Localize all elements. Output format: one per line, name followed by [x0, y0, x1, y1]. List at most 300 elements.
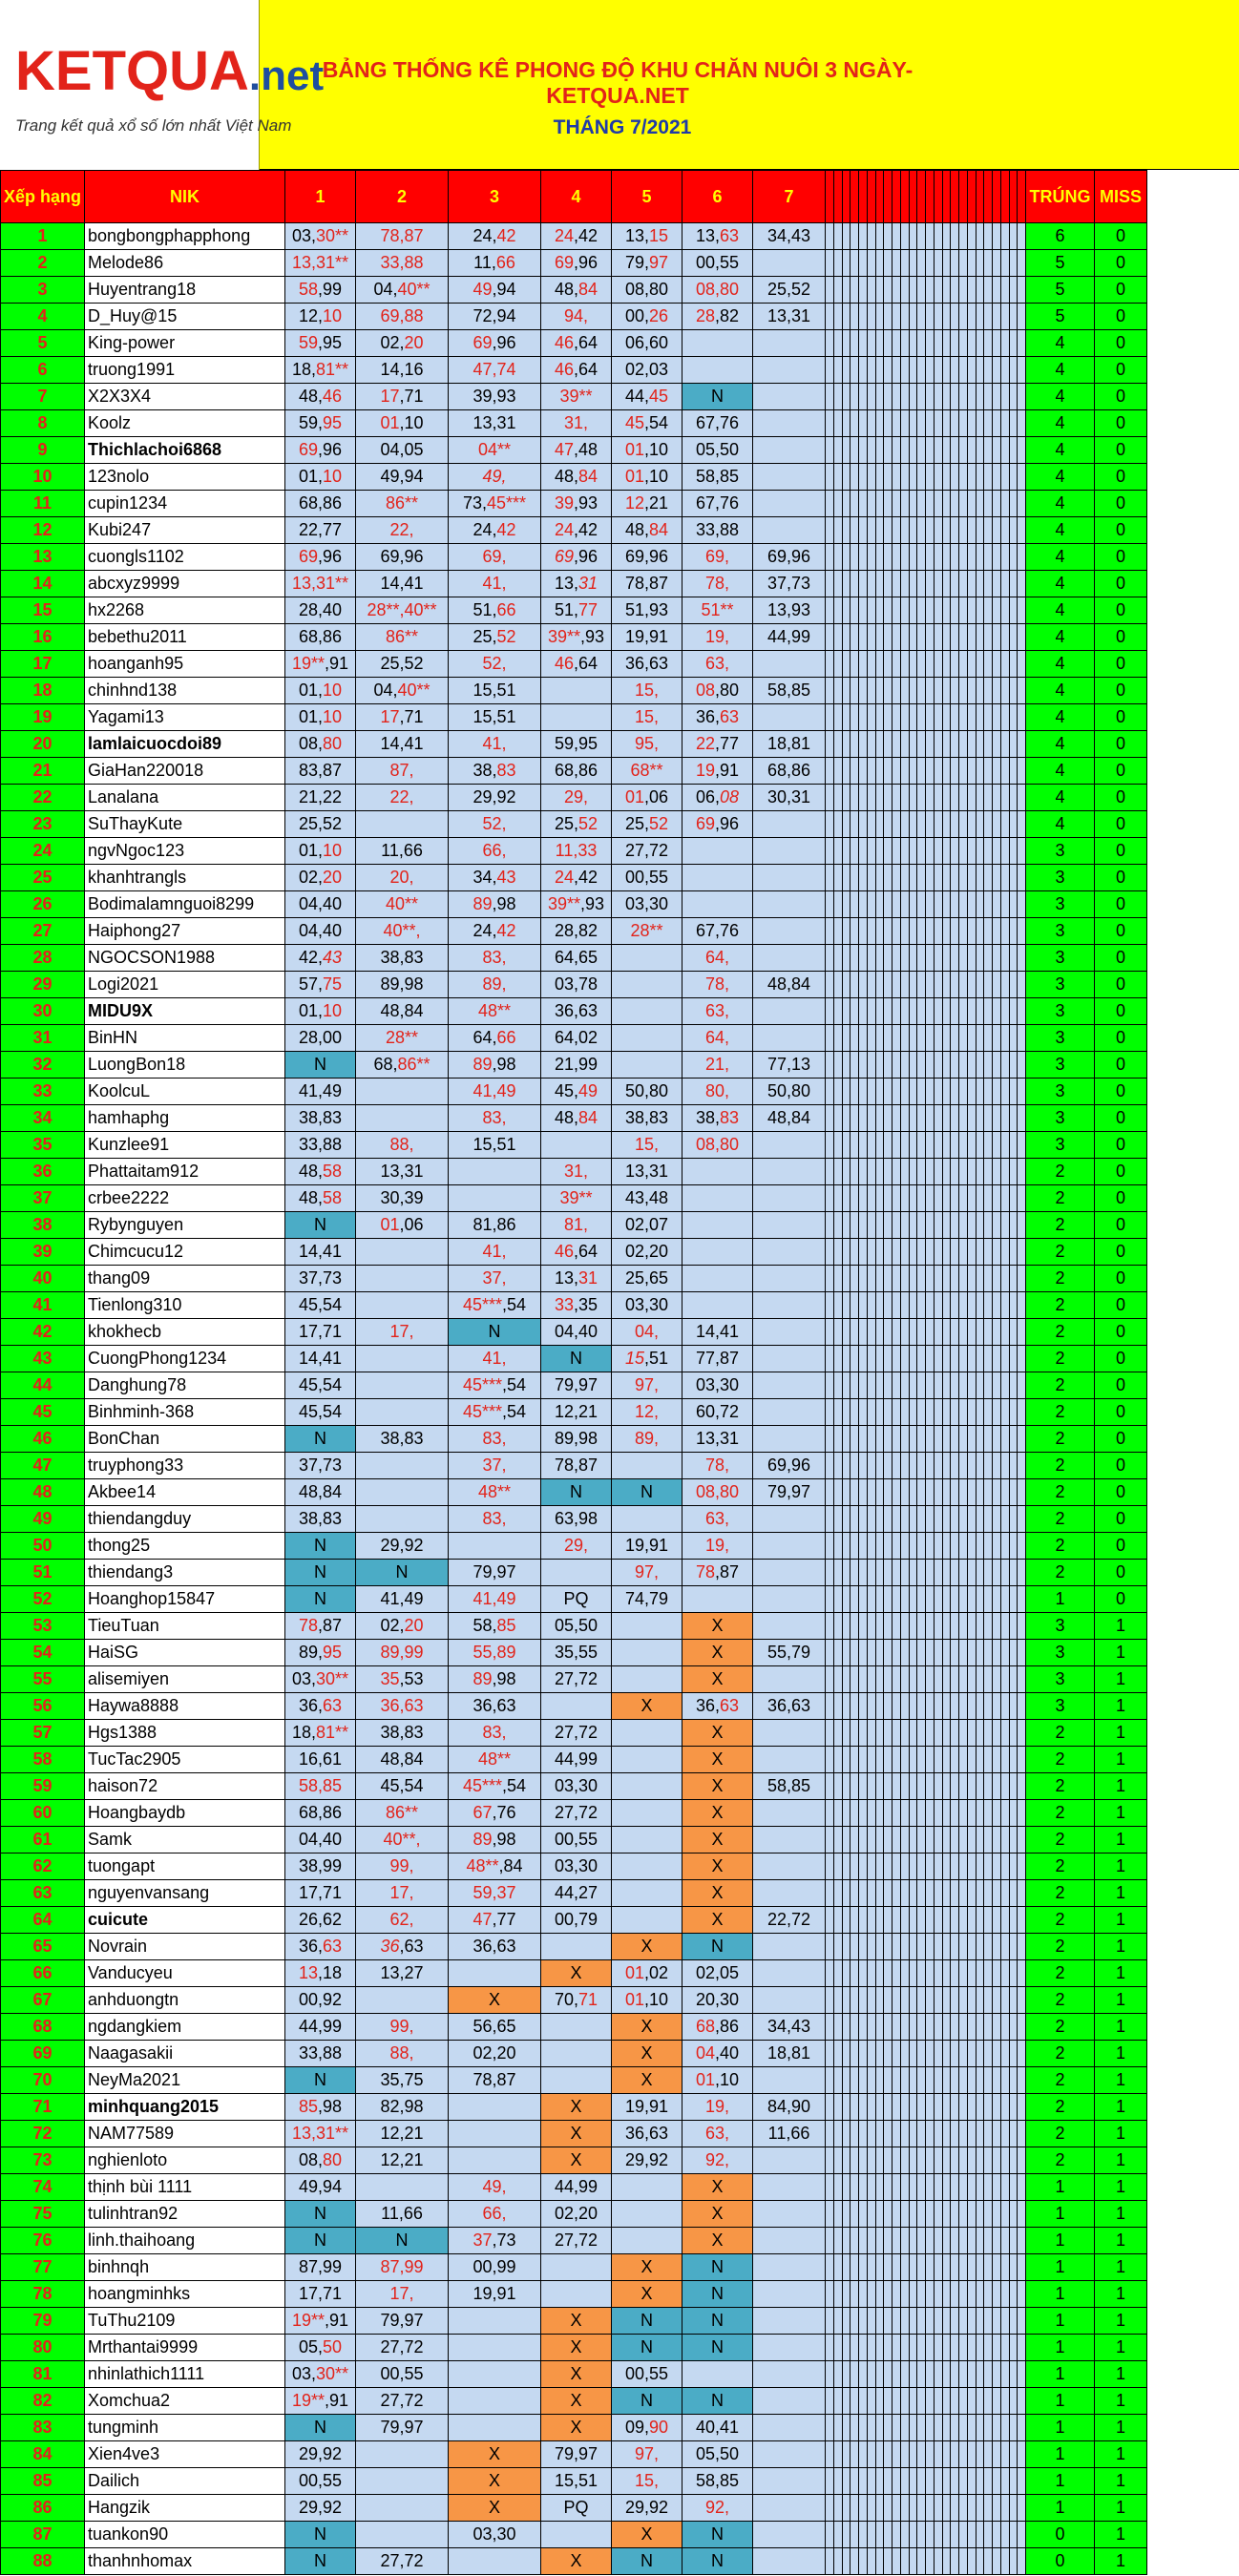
nik-cell[interactable]: Bodimalamnguoi8299	[85, 891, 285, 918]
nik-cell[interactable]: Huyentrang18	[85, 277, 285, 304]
nik-cell[interactable]: binhnqh	[85, 2254, 285, 2281]
spacer-cell	[900, 2201, 909, 2228]
spacer-cell	[917, 731, 926, 758]
spacer-cell	[959, 2094, 968, 2121]
nik-cell[interactable]: hoanganh95	[85, 651, 285, 678]
spacer-cell	[842, 1426, 850, 1453]
nik-cell[interactable]: Melode86	[85, 250, 285, 277]
rank-cell: 58	[1, 1747, 85, 1773]
spacer-cell	[892, 2121, 901, 2147]
day3-cell: 45***,54	[449, 1773, 541, 1800]
spacer-cell	[909, 1960, 917, 1987]
rank-cell: 77	[1, 2254, 85, 2281]
nik-cell[interactable]: Xomchua2	[85, 2388, 285, 2415]
spacer-cell	[959, 544, 968, 571]
nik-cell[interactable]: thiendang3	[85, 1560, 285, 1586]
spacer-cell	[926, 998, 934, 1025]
nik-cell[interactable]: 123nolo	[85, 464, 285, 491]
rank-cell: 20	[1, 731, 85, 758]
spacer-cell	[833, 1853, 842, 1880]
nik-cell[interactable]: haison72	[85, 1773, 285, 1800]
spacer-cell	[892, 223, 901, 250]
spacer-cell	[900, 250, 909, 277]
hit-count: 3	[1026, 945, 1095, 972]
nik-cell[interactable]: MIDU9X	[85, 998, 285, 1025]
spacer-cell	[1000, 1533, 1009, 1560]
day1-cell: 04,40	[285, 1827, 356, 1853]
miss-count: 0	[1095, 1372, 1147, 1399]
header-spacer	[959, 171, 968, 223]
day6-cell: 40,41	[682, 2415, 753, 2441]
spacer-cell	[842, 891, 850, 918]
spacer-cell	[909, 464, 917, 491]
spacer-cell	[993, 2174, 1001, 2201]
miss-count: 0	[1095, 330, 1147, 357]
spacer-cell	[833, 1640, 842, 1666]
spacer-cell	[993, 1266, 1001, 1292]
nik-cell[interactable]: Samk	[85, 1827, 285, 1853]
spacer-cell	[942, 1399, 951, 1426]
nik-cell[interactable]: thang09	[85, 1266, 285, 1292]
nik-cell[interactable]: nguyenvansang	[85, 1880, 285, 1907]
spacer-cell	[993, 357, 1001, 384]
header-spacer	[1000, 171, 1009, 223]
nik-cell[interactable]: tulinhtran92	[85, 2201, 285, 2228]
nik-cell[interactable]: KoolcuL	[85, 1079, 285, 1105]
day2-cell: 01,10	[356, 410, 449, 437]
day3-cell: 81,86	[449, 1212, 541, 1239]
nik-cell[interactable]: linh.thaihoang	[85, 2228, 285, 2254]
nik-cell[interactable]: BinHN	[85, 1025, 285, 1052]
nik-cell[interactable]: bebethu2011	[85, 624, 285, 651]
spacer-cell	[951, 250, 959, 277]
day3-cell: 48**,84	[449, 1853, 541, 1880]
highlight-hit: 41,	[482, 574, 507, 593]
spacer-cell	[826, 357, 834, 384]
ketqua-logo[interactable]: KETQUA.net	[15, 40, 325, 102]
nik-cell[interactable]: cuongls1102	[85, 544, 285, 571]
spacer-cell	[942, 571, 951, 597]
nik-cell[interactable]: Akbee14	[85, 1479, 285, 1506]
nik-cell[interactable]: tuongapt	[85, 1853, 285, 1880]
spacer-cell	[850, 945, 859, 972]
nik-cell[interactable]: Yagami13	[85, 704, 285, 731]
spacer-cell	[926, 1105, 934, 1132]
rank-cell: 39	[1, 1239, 85, 1266]
highlight-hit: 04	[695, 2043, 716, 2063]
nik-cell[interactable]: abcxyz9999	[85, 571, 285, 597]
nik-cell[interactable]: Binhminh-368	[85, 1399, 285, 1426]
spacer-cell	[993, 2014, 1001, 2041]
spacer-cell	[875, 517, 884, 544]
nik-cell[interactable]: CuongPhong1234	[85, 1346, 285, 1372]
spacer-cell	[833, 1880, 842, 1907]
spacer-cell	[833, 384, 842, 410]
spacer-cell	[926, 2441, 934, 2468]
spacer-cell	[875, 1560, 884, 1586]
header-d2: 2	[356, 171, 449, 223]
table-row	[1, 785, 1147, 811]
hit-count: 4	[1026, 758, 1095, 785]
nik-cell[interactable]: NeyMa2021	[85, 2067, 285, 2094]
spacer-cell	[993, 1052, 1001, 1079]
spacer-cell	[884, 1987, 892, 2014]
nik-cell[interactable]: khanhtrangls	[85, 865, 285, 891]
spacer-cell	[1009, 330, 1018, 357]
spacer-cell	[984, 1453, 993, 1479]
spacer-cell	[967, 811, 976, 838]
spacer-cell	[1018, 891, 1026, 918]
nik-cell[interactable]: Haiphong27	[85, 918, 285, 945]
logo-box[interactable]	[0, 0, 325, 170]
spacer-cell	[976, 1773, 984, 1800]
spacer-cell	[833, 1720, 842, 1747]
spacer-cell	[951, 2254, 959, 2281]
spacer-cell	[909, 1747, 917, 1773]
nik-cell[interactable]: King-power	[85, 330, 285, 357]
spacer-cell	[959, 1052, 968, 1079]
day7-cell: 48,84	[753, 1105, 826, 1132]
spacer-cell	[859, 891, 868, 918]
nik-cell[interactable]: nhinlathich1111	[85, 2361, 285, 2388]
nik-cell[interactable]: Novrain	[85, 1934, 285, 1960]
day2-cell	[356, 1346, 449, 1372]
nik-cell[interactable]: Tienlong310	[85, 1292, 285, 1319]
nik-cell[interactable]: NAM77589	[85, 2121, 285, 2147]
nik-cell[interactable]: TieuTuan	[85, 1613, 285, 1640]
spacer-cell	[859, 1372, 868, 1399]
nik-cell[interactable]: alisemiyen	[85, 1666, 285, 1693]
spacer-cell	[951, 1987, 959, 2014]
nik-cell[interactable]: hx2268	[85, 597, 285, 624]
spacer-cell	[867, 2067, 875, 2094]
spacer-cell	[900, 891, 909, 918]
nik-cell[interactable]: truong1991	[85, 357, 285, 384]
day1-cell: 14,41	[285, 1239, 356, 1266]
nik-cell[interactable]: anhduongtn	[85, 1987, 285, 2014]
nik-cell[interactable]: hamhaphg	[85, 1105, 285, 1132]
highlight-hit: 46	[554, 333, 575, 352]
header-spacer	[967, 171, 976, 223]
nik-cell[interactable]: thong25	[85, 1533, 285, 1560]
rank-cell: 52	[1, 1586, 85, 1613]
spacer-cell	[867, 972, 875, 998]
nik-cell[interactable]: lamlaicuocdoi89	[85, 731, 285, 758]
nik-cell[interactable]: NGOCSON1988	[85, 945, 285, 972]
spacer-cell	[1009, 2548, 1018, 2575]
spacer-cell	[833, 2067, 842, 2094]
spacer-cell	[909, 1319, 917, 1346]
highlight-hit: 49	[472, 280, 493, 299]
nik-cell[interactable]: D_Huy@15	[85, 304, 285, 330]
nik-cell[interactable]: Thichlachoi6868	[85, 437, 285, 464]
spacer-cell	[859, 1720, 868, 1747]
highlight-hit: 52	[496, 627, 516, 646]
day5-cell	[612, 1720, 682, 1747]
nik-cell[interactable]: Hangzik	[85, 2495, 285, 2522]
nik-cell[interactable]: Koolz	[85, 410, 285, 437]
spacer-cell	[850, 2067, 859, 2094]
highlight-hit: 01	[624, 467, 645, 486]
highlight-hit: 95	[323, 1643, 343, 1662]
day2-cell: 35,75	[356, 2067, 449, 2094]
spacer-cell	[900, 2067, 909, 2094]
spacer-cell	[833, 1239, 842, 1266]
day3-cell	[449, 1239, 541, 1266]
spacer-cell	[942, 437, 951, 464]
nik-cell[interactable]: minhquang2015	[85, 2094, 285, 2121]
nik-cell[interactable]: crbee2222	[85, 1185, 285, 1212]
spacer-cell	[926, 1372, 934, 1399]
spacer-cell	[926, 1827, 934, 1853]
spacer-cell	[892, 678, 901, 704]
spacer-cell	[993, 2147, 1001, 2174]
day5-cell	[612, 972, 682, 998]
rank-cell: 23	[1, 811, 85, 838]
spacer-cell	[967, 1292, 976, 1319]
day4-cell: 48,84	[541, 277, 612, 304]
highlight-hit: 10	[323, 306, 343, 325]
highlight-hit: 89,	[635, 1429, 660, 1448]
spacer-cell	[859, 517, 868, 544]
spacer-cell	[1018, 1292, 1026, 1319]
nik-cell[interactable]: Chimcucu12	[85, 1239, 285, 1266]
spacer-cell	[934, 1560, 942, 1586]
spacer-cell	[1000, 410, 1009, 437]
miss-count: 0	[1095, 1132, 1147, 1159]
spacer-cell	[859, 918, 868, 945]
day6-cell: N	[682, 2254, 753, 2281]
day6-cell: 22,77	[682, 731, 753, 758]
spacer-cell	[926, 223, 934, 250]
nik-cell[interactable]: Logi2021	[85, 972, 285, 998]
nik-cell[interactable]: ngvNgoc123	[85, 838, 285, 865]
spacer-cell	[1009, 2281, 1018, 2308]
spacer-cell	[859, 704, 868, 731]
spacer-cell	[984, 731, 993, 758]
miss-count: 1	[1095, 2361, 1147, 2388]
spacer-cell	[833, 1025, 842, 1052]
highlight-hit: 80	[323, 734, 343, 753]
nik-cell[interactable]: bongbongphapphong	[85, 223, 285, 250]
spacer-cell	[951, 2361, 959, 2388]
nik-cell[interactable]: TuThu2109	[85, 2308, 285, 2335]
nik-cell[interactable]: Hoangbaydb	[85, 1800, 285, 1827]
spacer-cell	[1000, 678, 1009, 704]
spacer-cell	[1018, 1426, 1026, 1453]
nik-cell[interactable]: Kubi247	[85, 517, 285, 544]
day5-cell: 01,02	[612, 1960, 682, 1987]
spacer-cell	[826, 2281, 834, 2308]
spacer-cell	[926, 624, 934, 651]
spacer-cell	[984, 2548, 993, 2575]
spacer-cell	[976, 1666, 984, 1693]
spacer-cell	[967, 304, 976, 330]
day6-cell: 20,30	[682, 1987, 753, 2014]
spacer-cell	[900, 2388, 909, 2415]
spacer-cell	[884, 1907, 892, 1934]
nik-cell[interactable]: Mrthantai9999	[85, 2335, 285, 2361]
nik-cell[interactable]: Naagasakii	[85, 2041, 285, 2067]
spacer-cell	[1000, 651, 1009, 678]
day5-cell	[612, 1506, 682, 1533]
spacer-cell	[875, 491, 884, 517]
highlight-hit: 01	[380, 1215, 400, 1234]
spacer-cell	[967, 1052, 976, 1079]
highlight-hit: 66	[496, 600, 516, 619]
spacer-cell	[993, 2415, 1001, 2441]
spacer-cell	[926, 2254, 934, 2281]
miss-count: 0	[1095, 1239, 1147, 1266]
spacer-cell	[842, 1640, 850, 1666]
spacer-cell	[1009, 1052, 1018, 1079]
spacer-cell	[976, 1693, 984, 1720]
nik-cell[interactable]: HaiSG	[85, 1640, 285, 1666]
spacer-cell	[884, 544, 892, 571]
highlight-hit: 21,	[705, 1055, 730, 1074]
day6-cell: 60,72	[682, 1399, 753, 1426]
nik-cell[interactable]: Kunzlee91	[85, 1132, 285, 1159]
day5-cell: 00,26	[612, 304, 682, 330]
nik-cell[interactable]: BonChan	[85, 1426, 285, 1453]
nik-cell[interactable]: Xien4ve3	[85, 2441, 285, 2468]
spacer-cell	[942, 1586, 951, 1613]
highlight-hit: 04,	[635, 1322, 660, 1341]
nik-cell[interactable]: tungminh	[85, 2415, 285, 2441]
highlight-hit: 41,49	[472, 1081, 516, 1100]
spacer-cell	[900, 1292, 909, 1319]
spacer-cell	[892, 1105, 901, 1132]
nik-cell[interactable]: ngdangkiem	[85, 2014, 285, 2041]
spacer-cell	[892, 918, 901, 945]
nik-cell[interactable]: khokhecb	[85, 1319, 285, 1346]
spacer-cell	[867, 2254, 875, 2281]
nik-cell[interactable]: Haywa8888	[85, 1693, 285, 1720]
miss-count: 1	[1095, 1853, 1147, 1880]
nik-cell[interactable]: Lanalana	[85, 785, 285, 811]
nik-cell[interactable]: LuongBon18	[85, 1052, 285, 1079]
spacer-cell	[867, 2094, 875, 2121]
nik-cell[interactable]: Rybynguyen	[85, 1212, 285, 1239]
spacer-cell	[934, 838, 942, 865]
nik-cell[interactable]: Phattaitam912	[85, 1159, 285, 1185]
spacer-cell	[892, 1960, 901, 1987]
spacer-cell	[1000, 624, 1009, 651]
spacer-cell	[951, 2201, 959, 2228]
day2-cell	[356, 1453, 449, 1479]
rank-cell: 55	[1, 1666, 85, 1693]
spacer-cell	[833, 1212, 842, 1239]
spacer-cell	[842, 357, 850, 384]
highlight-hit: 10	[323, 707, 343, 726]
day6-cell	[682, 1079, 753, 1105]
nik-cell[interactable]: truyphong33	[85, 1453, 285, 1479]
nik-cell[interactable]: Danghung78	[85, 1372, 285, 1399]
spacer-cell	[859, 1479, 868, 1506]
spacer-cell	[1018, 437, 1026, 464]
spacer-cell	[892, 1079, 901, 1105]
spacer-cell	[942, 1212, 951, 1239]
spacer-cell	[917, 1346, 926, 1372]
nik-cell[interactable]: SuThayKute	[85, 811, 285, 838]
spacer-cell	[967, 998, 976, 1025]
spacer-cell	[1009, 2121, 1018, 2147]
spacer-cell	[833, 651, 842, 678]
nik-cell[interactable]: cuicute	[85, 1907, 285, 1934]
highlight-hit: 58	[323, 1162, 343, 1181]
nik-cell[interactable]: TucTac2905	[85, 1747, 285, 1773]
highlight-hit: 78,	[705, 974, 730, 994]
spacer-cell	[875, 1212, 884, 1239]
highlight-hit: 46	[554, 1242, 575, 1261]
day5-cell	[612, 1853, 682, 1880]
nik-cell[interactable]: tuankon90	[85, 2522, 285, 2548]
spacer-cell	[859, 1960, 868, 1987]
nik-cell[interactable]: hoangminhks	[85, 2281, 285, 2308]
spacer-cell	[850, 1773, 859, 1800]
nik-cell[interactable]: nghienloto	[85, 2147, 285, 2174]
highlight-hit: 19,	[705, 627, 730, 646]
nik-cell[interactable]: Hgs1388	[85, 1720, 285, 1747]
spacer-cell	[859, 1185, 868, 1212]
day2-cell: 35,53	[356, 1666, 449, 1693]
nik-cell[interactable]: X2X3X4	[85, 384, 285, 410]
day7-cell: 34,43	[753, 2014, 826, 2041]
day5-cell	[612, 1025, 682, 1052]
table-row	[1, 2174, 1147, 2201]
day1-cell: 29,92	[285, 2441, 356, 2468]
spacer-cell	[984, 1960, 993, 1987]
highlight-hit: 69	[298, 440, 319, 459]
spacer-cell	[993, 1827, 1001, 1853]
nik-cell[interactable]: Vanducyeu	[85, 1960, 285, 1987]
spacer-cell	[833, 838, 842, 865]
nik-cell[interactable]: cupin1234	[85, 491, 285, 517]
spacer-cell	[917, 2121, 926, 2147]
nik-cell[interactable]: GiaHan220018	[85, 758, 285, 785]
spacer-cell	[942, 1880, 951, 1907]
spacer-cell	[1009, 2468, 1018, 2495]
table-row	[1, 678, 1147, 704]
nik-cell[interactable]: chinhnd138	[85, 678, 285, 704]
day7-cell	[753, 1586, 826, 1613]
nik-cell[interactable]: thanhnhomax	[85, 2548, 285, 2575]
highlight-hit: 15	[649, 226, 669, 245]
spacer-cell	[833, 2094, 842, 2121]
spacer-cell	[884, 1960, 892, 1987]
spacer-cell	[984, 1346, 993, 1372]
nik-cell[interactable]: thiendangduy	[85, 1506, 285, 1533]
nik-cell[interactable]: Dailich	[85, 2468, 285, 2495]
spacer-cell	[833, 998, 842, 1025]
day3-cell	[449, 1640, 541, 1666]
spacer-cell	[850, 918, 859, 945]
spacer-cell	[984, 2308, 993, 2335]
day4-cell	[541, 2522, 612, 2548]
hit-count: 5	[1026, 304, 1095, 330]
highlight-hit: 63	[720, 707, 740, 726]
spacer-cell	[951, 1079, 959, 1105]
spacer-cell	[884, 1052, 892, 1079]
spacer-cell	[884, 1533, 892, 1560]
highlight-hit	[625, 1349, 644, 1368]
nik-cell[interactable]: thịnh bùi 1111	[85, 2174, 285, 2201]
table-row	[1, 571, 1147, 597]
spacer-cell	[859, 2522, 868, 2548]
spacer-cell	[909, 2201, 917, 2228]
nik-cell[interactable]: Hoanghop15847	[85, 1586, 285, 1613]
hit-count: 2	[1026, 1426, 1095, 1453]
